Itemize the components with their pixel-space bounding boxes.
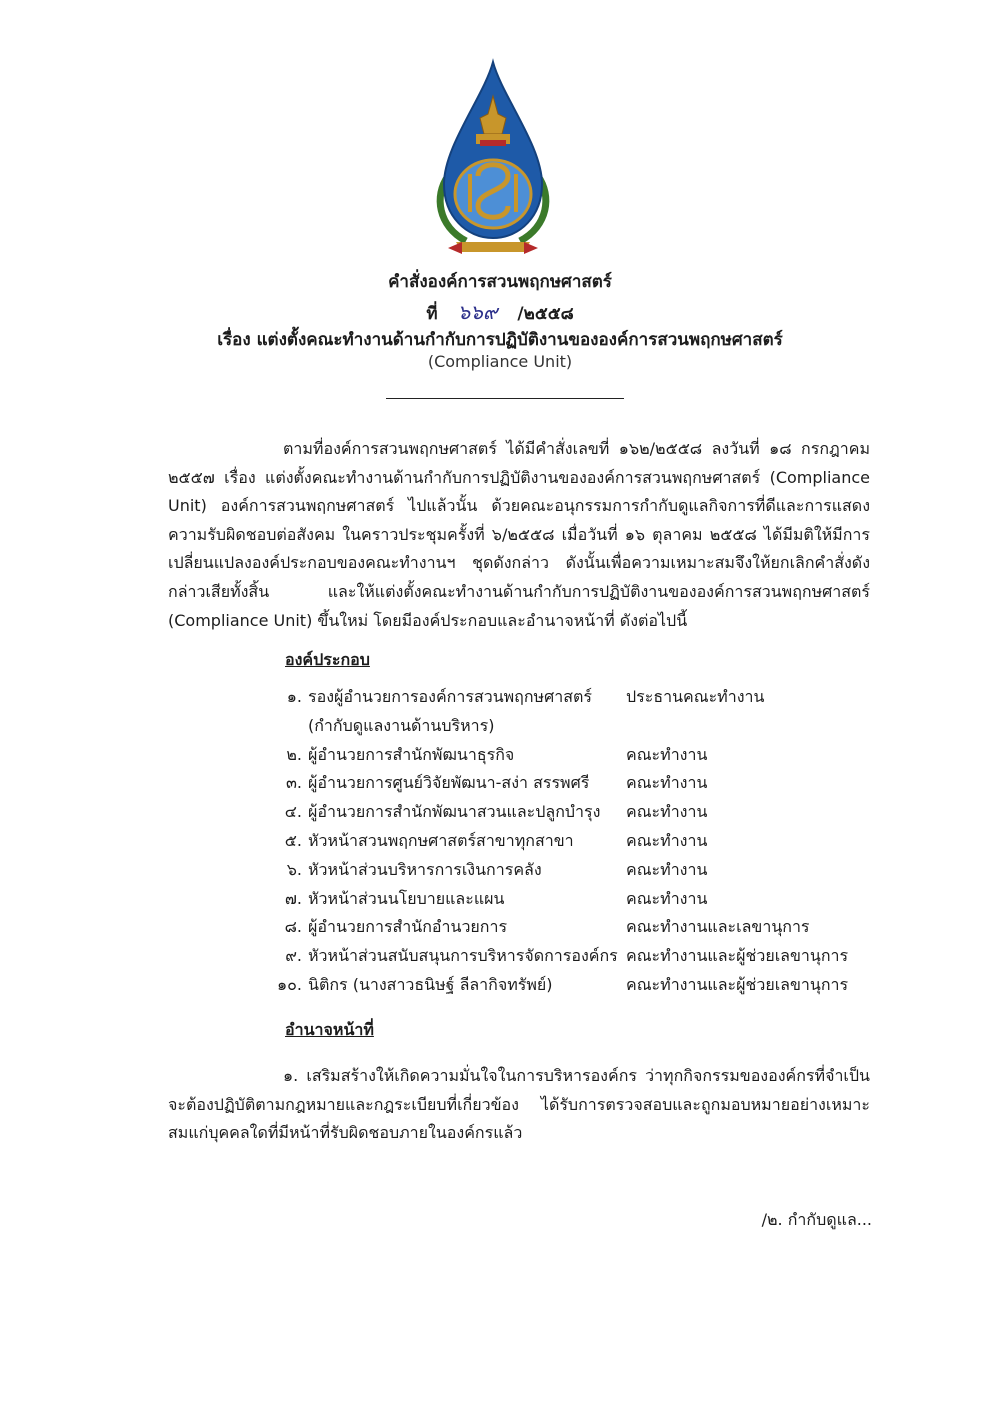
header-divider (386, 398, 624, 399)
page-continuation: /๒. กำกับดูแล... (761, 1210, 872, 1229)
member-row: ๓. ผู้อำนวยการศูนย์วิจัยพัฒนา-สง่า สรรพศรี คณะทำงาน (285, 773, 708, 793)
composition-heading: องค์ประกอบ (285, 650, 370, 669)
member-list (260, 683, 880, 1000)
ribbon (456, 242, 530, 252)
member-row: ๒. ผู้อำนวยการสำนักพัฒนาธุรกิจ คณะทำงาน (286, 744, 708, 764)
member-row: ๑๐. นิติกร (นางสาวธนิษฐ์ ลีลากิจทรัพย์) คณะทำงานและผู้ช่วยเลขานุการ (276, 974, 849, 994)
member-row: ๔. ผู้อำนวยการสำนักพัฒนาสวนและปลูกบำรุง คณะทำงาน (284, 802, 708, 822)
member-row: ๖. หัวหน้าส่วนบริหารการเงินการคลัง คณะทำงาน (286, 859, 708, 879)
intro-paragraph: ตามที่องค์การสวนพฤกษศาสตร์ ได้มีคำสั่งเลขที่ ๑๖๒/๒๕๕๘ ลงวันที่ ๑๘ กรกฎาคม ๒๕๕๗ เรื่อง แต่งตั้งคณะทำงานด้านกำกับการปฏิบัติงานขององค์การสวนพฤกษศาสตร์ (Compliance Unit) องค์การสวนพฤกษศาสตร์ ไปแล้วนั้น ด้วยคณะอนุกรรมการกำกับดูแลกิจการที่ดีและการแสดงความรับผิดชอบต่อสังคม ในคราวประชุมครั้งที่ ๖/๒๕๕๘ เมื่อวันที่ ๑๖ ตุลาคม ๒๕๕๘ ได้มีมติให้มีการเปลี่ยนแปลงองค์ประกอบของคณะทำงานฯ ชุดดังกล่าว ดังนั้นเพื่อความเหมาะสมจึงให้ยกเลิกคำสั่งดังกล่าวเสียทั้งสิ้น และให้แต่งตั้งคณะทำงานด้านกำกับการปฏิบัติงานขององค์การสวนพฤกษศาสตร์ (Compliance Unit) ขึ้นใหม่ โดยมีองค์ประกอบและอำนาจหน้าที่ ดังต่อไปนี้ (168, 439, 870, 630)
order-subject-en: (Compliance Unit) (427, 352, 573, 371)
member-row: ๑. รองผู้อำนวยการองค์การสวนพฤกษศาสตร์ ประธานคณะทำงาน (286, 687, 765, 706)
order-number (0, 296, 1000, 328)
organization-emblem-icon (426, 56, 560, 256)
order-title: คำสั่งองค์การสวนพฤกษศาสตร์ (388, 272, 612, 292)
duties-heading: อำนาจหน้าที่ (285, 1020, 374, 1039)
number-suffix: /๒๕๕๘ (517, 304, 574, 324)
order-subject: เรื่อง แต่งตั้งคณะทำงานด้านกำกับการปฏิบัติงานขององค์การสวนพฤกษศาสตร์ (217, 330, 783, 350)
member-row: ๘. ผู้อำนวยการสำนักอำนวยการ คณะทำงานและเลขานุการ (284, 917, 810, 937)
member-row: ๗. หัวหน้าส่วนนโยบายและแผน คณะทำงาน (284, 888, 708, 908)
member-row: ๕. หัวหน้าสวนพฤกษศาสตร์สาขาทุกสาขา คณะทำงาน (284, 830, 708, 850)
member-row-continuation: (กำกับดูแลงานด้านบริหาร) (308, 715, 495, 735)
member-row: ๙. หัวหน้าส่วนสนับสนุนการบริหารจัดการองค์กร คณะทำงานและผู้ช่วยเลขานุการ (285, 946, 849, 966)
number-prefix: ที่ (426, 304, 438, 324)
handwritten-number: ๖๖๙ (457, 300, 498, 324)
duty-item-1: ๑. เสริมสร้างให้เกิดความมั่นใจในการบริหารองค์กร ว่าทุกกิจกรรมขององค์กรที่จำเป็นจะต้องปฏิบัติตามกฎหมายและกฎระเบียบที่เกี่ยวข้อง ได้รับการตรวจสอบและถูกมอบหมายอย่างเหมาะสมแก่บุคคลใดที่มีหน้าที่รับผิดชอบภายในองค์กรแล้ว (168, 1066, 870, 1143)
